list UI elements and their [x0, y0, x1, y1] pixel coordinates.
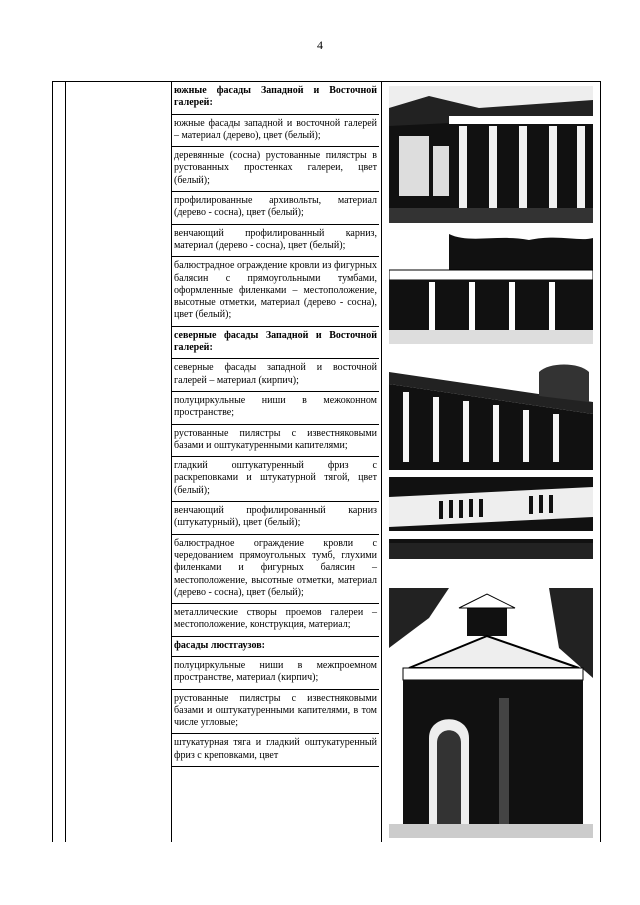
section-heading: северные фасады Западной и Восточной галерей:: [172, 327, 379, 360]
table-column-divider: [65, 82, 66, 842]
description-column: [172, 82, 379, 842]
list-item: балюстрадное ограждение кровли из фигурных балясин с прямоугольными тумбами, оформленные филенками – местоположение, высотные отметки, материал (дерево - сосна), цвет (белый);: [172, 257, 379, 326]
list-item: венчающий профилированный карниз (штукатурный), цвет (белый);: [172, 502, 379, 535]
list-item: рустованные пилястры с известняковыми базами и оштукатуренными капителями;: [172, 425, 379, 458]
photo-south-facade-gallery-1: [389, 86, 593, 223]
photo-balustrade-detail: [389, 477, 593, 559]
list-item: северные фасады западной и восточной галерей – материал (кирпич);: [172, 359, 379, 392]
table-column-divider: [381, 82, 382, 842]
list-item: полуциркульные ниши в межпроемном пространстве, материал (кирпич);: [172, 657, 379, 690]
section-heading: южные фасады Западной и Восточной галерей:: [172, 82, 379, 115]
photo-north-facade-gallery: [389, 352, 593, 470]
list-item: южные фасады западной и восточной галерей – материал (дерево), цвет (белый);: [172, 115, 379, 148]
list-item: деревянные (сосна) рустованные пилястры в рустованных простенках галереи, цвет (белый);: [172, 147, 379, 192]
list-item: балюстрадное ограждение кровли с чередованием прямоугольных тумб, глухими филенками и фигурных балясин – местоположение, высотные отметки, материал (дерево - сосна), цвет (белый);: [172, 535, 379, 604]
document-table: [52, 81, 601, 842]
list-item: венчающий профилированный карниз, материал (дерево - сосна), цвет (белый);: [172, 225, 379, 258]
photo-lusthaus-pavilion: [389, 588, 593, 838]
list-item: гладкий оштукатуренный фриз с раскреповками и штукатурной тягой, цвет (белый);: [172, 457, 379, 502]
list-item: полуциркульные ниши в межоконном пространстве;: [172, 392, 379, 425]
list-item: рустованные пилястры с известняковыми базами и оштукатуренными капителями, в том числе угловые;: [172, 690, 379, 735]
list-item: штукатурная тяга и гладкий оштукатуренный фриз с креповками, цвет: [172, 734, 379, 767]
section-heading: фасады люстгаузов:: [172, 637, 379, 657]
photo-south-facade-gallery-2: [389, 234, 593, 344]
list-item: профилированные архивольты, материал (дерево - сосна), цвет (белый);: [172, 192, 379, 225]
page-number: 4: [317, 38, 323, 52]
list-item: металлические створы проемов галереи – местоположение, конструкция, материал;: [172, 604, 379, 637]
